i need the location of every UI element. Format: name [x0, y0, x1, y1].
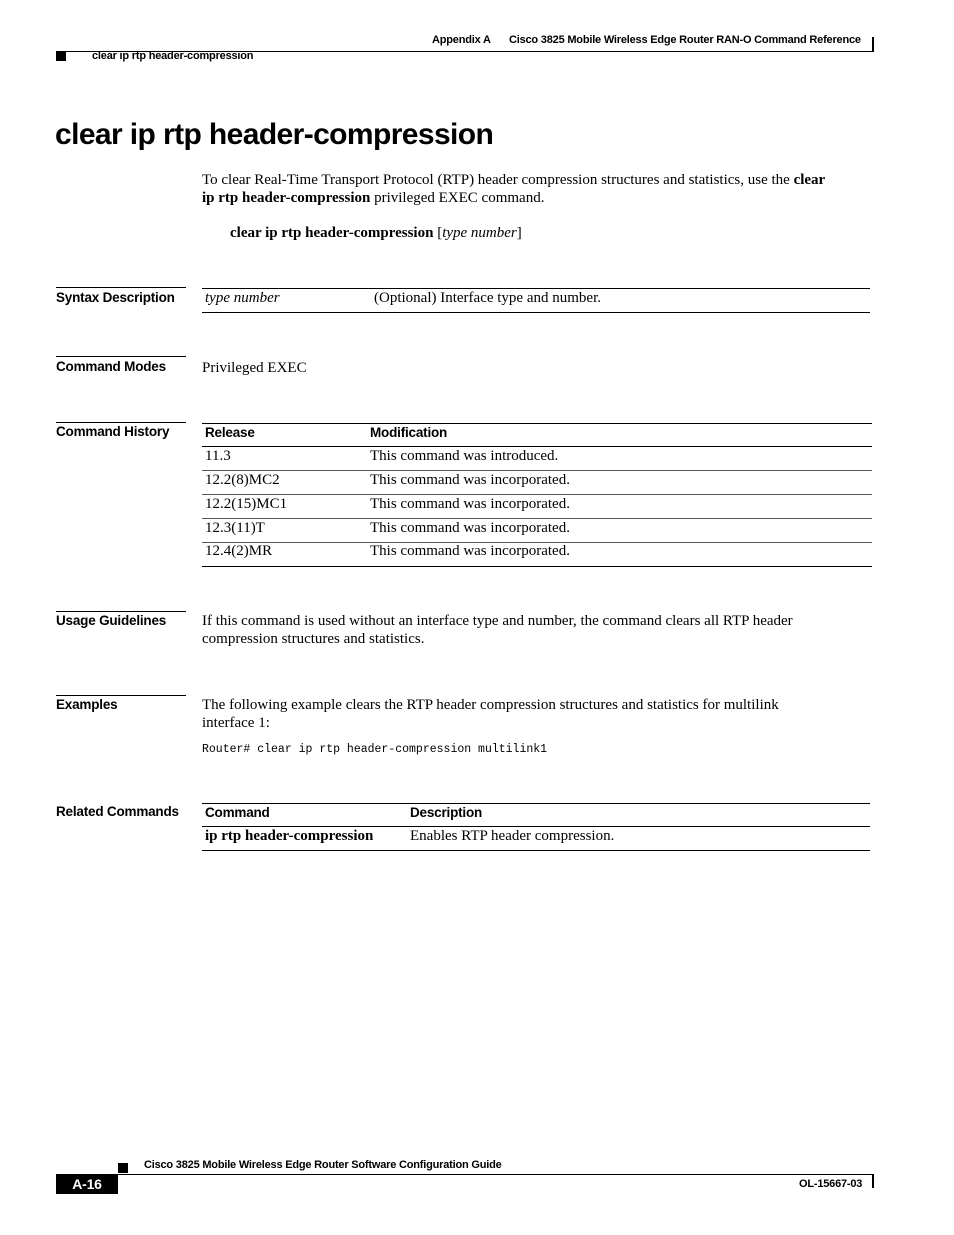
examples-label: Examples	[56, 697, 118, 712]
related-header-rule	[202, 826, 870, 827]
intro-bold-cmd-1: clear	[793, 172, 826, 188]
related-table-bottom-rule	[202, 850, 870, 851]
history-release-cell: 12.2(15)MC1	[205, 496, 288, 512]
usage-line-2: compression structures and statistics.	[202, 631, 425, 647]
command-history-label: Command History	[56, 424, 170, 439]
history-modification-cell: This command was incorporated.	[370, 543, 570, 559]
footer-marker-square	[118, 1163, 128, 1173]
syntax-table-top-rule	[202, 288, 870, 289]
example-code: Router# clear ip rtp header-compression multilink1	[202, 743, 548, 756]
syntax-desc-cell: (Optional) Interface type and number.	[374, 290, 601, 306]
related-command-cell: ip rtp header-compression	[205, 828, 374, 844]
header-appendix: Appendix A	[432, 34, 491, 46]
history-row-rule	[202, 518, 872, 519]
related-header-command: Command	[205, 805, 270, 820]
history-header-release: Release	[205, 425, 255, 440]
history-modification-cell: This command was introduced.	[370, 448, 559, 464]
syntax-command: clear ip rtp header-compression	[230, 225, 434, 241]
related-header-description: Description	[410, 805, 483, 820]
history-release-cell: 11.3	[205, 448, 231, 464]
history-release-cell: 12.3(11)T	[205, 520, 265, 536]
command-modes-rule	[56, 356, 186, 357]
related-description-cell: Enables RTP header compression.	[410, 828, 615, 844]
syntax-description-rule	[56, 287, 186, 288]
history-modification-cell: This command was incorporated.	[370, 472, 570, 488]
command-modes-value: Privileged EXEC	[202, 360, 307, 376]
page-number: A-16	[56, 1174, 118, 1194]
usage-line-1: If this command is used without an interface type and number, the command clears all RTP header	[202, 613, 793, 629]
history-modification-cell: This command was incorporated.	[370, 496, 570, 512]
history-modification-cell: This command was incorporated.	[370, 520, 570, 536]
examples-text	[202, 696, 882, 732]
history-release-cell: 12.4(2)MR	[205, 543, 273, 559]
usage-guidelines-rule	[56, 611, 186, 612]
footer-right-bar	[872, 1174, 874, 1188]
footer-guide-title: Cisco 3825 Mobile Wireless Edge Router Software Configuration Guide	[144, 1159, 502, 1171]
examples-line-2: interface 1:	[202, 715, 270, 731]
examples-rule	[56, 695, 186, 696]
syntax-description-label: Syntax Description	[56, 290, 175, 305]
related-table-top-rule	[202, 803, 870, 804]
syntax-arg: type number	[442, 225, 517, 241]
intro-text-before: To clear Real-Time Transport Protocol (RTP) header compression structures and statistics, use the	[202, 172, 794, 188]
history-table-top-rule	[202, 423, 872, 424]
header-book-title: Cisco 3825 Mobile Wireless Edge Router RAN-O Command Reference	[509, 34, 861, 46]
syntax-line	[230, 224, 522, 242]
history-row-rule	[202, 494, 872, 495]
history-release-cell: 12.2(8)MC2	[205, 472, 280, 488]
examples-line-1: The following example clears the RTP header compression structures and statistics for multilink	[202, 697, 779, 713]
page-title: clear ip rtp header-compression	[55, 118, 494, 151]
usage-guidelines-text	[202, 612, 882, 648]
related-commands-label: Related Commands	[56, 804, 179, 819]
footer-rule	[118, 1174, 874, 1175]
syntax-open-bracket: [	[433, 225, 443, 241]
header-right-bar	[872, 37, 874, 51]
syntax-arg-cell: type number	[205, 290, 280, 306]
usage-guidelines-label: Usage Guidelines	[56, 613, 167, 628]
intro-bold-cmd-2: ip rtp header-compression	[202, 190, 371, 206]
command-history-rule	[56, 422, 186, 423]
history-header-rule	[202, 446, 872, 447]
header-marker-square	[56, 51, 66, 61]
intro-text-after: privileged EXEC command.	[370, 190, 545, 206]
history-table-bottom-rule	[202, 566, 872, 567]
footer-doc-number: OL-15667-03	[799, 1178, 863, 1190]
history-row-rule	[202, 470, 872, 471]
command-modes-label: Command Modes	[56, 359, 166, 374]
intro-paragraph	[202, 171, 882, 207]
syntax-close-bracket: ]	[516, 225, 522, 241]
syntax-table-bottom-rule	[202, 312, 870, 313]
header-running-title: clear ip rtp header-compression	[92, 50, 254, 62]
history-header-modification: Modification	[370, 425, 448, 440]
